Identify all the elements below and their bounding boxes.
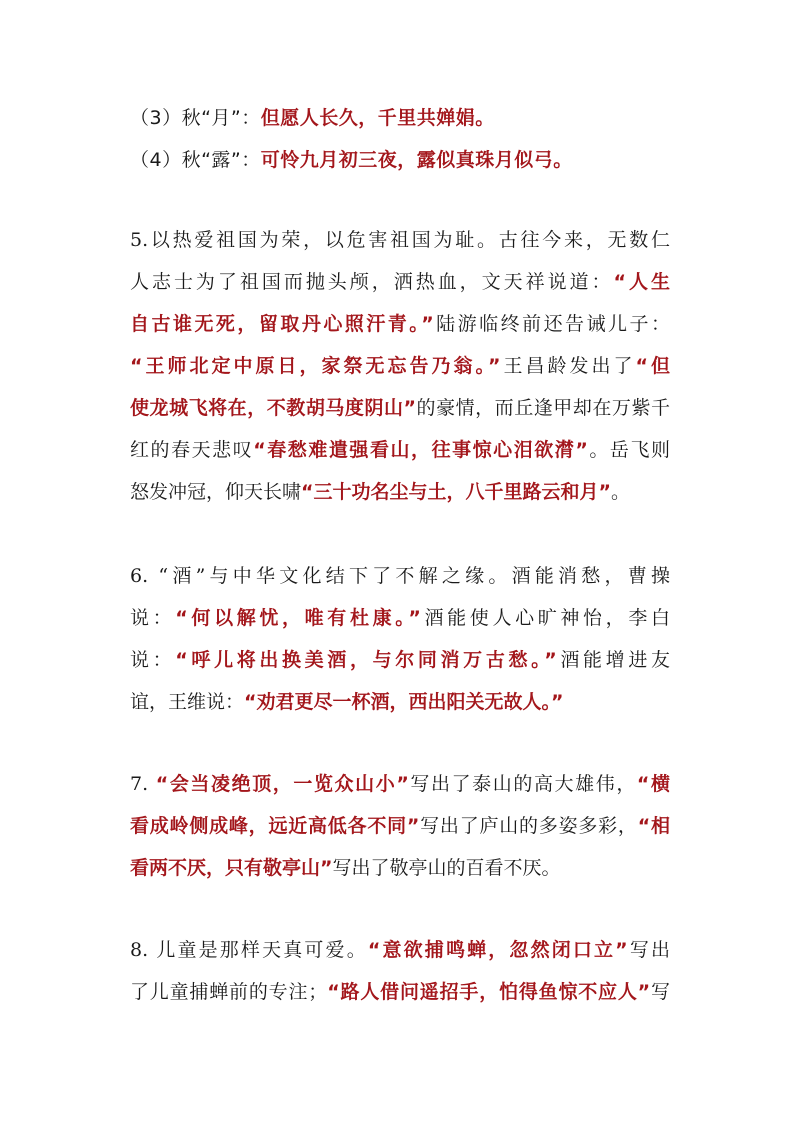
body-text: 7.: [130, 773, 156, 795]
quoted-verse: “王师北定中原日，家祭无忘告乃翁。”: [130, 355, 501, 377]
body-text: （4）秋“露”：: [130, 149, 261, 171]
heading-line: [130, 146, 573, 174]
paragraph-line: [130, 352, 670, 380]
body-text: 王昌龄发出了: [500, 355, 636, 377]
body-text: 5.以热爱祖国为荣，以危害祖国为耻。古往今来，无数仁: [130, 229, 670, 251]
body-text: 6. “酒”与中华文化结下了不解之缘。酒能消愁，曹操: [130, 565, 670, 587]
quoted-verse: “但: [635, 355, 670, 377]
quoted-verse: “劝君更尽一杯酒，西出阳关无故人。”: [244, 691, 564, 713]
body-text: 人志士为了祖国而抛头颅，洒热血，文天祥说道：: [130, 271, 614, 293]
paragraph-line: [130, 936, 670, 964]
quoted-verse: 使龙城飞将在，不教胡马度阴山”: [130, 397, 416, 419]
body-text: 怒发冲冠，仰天长啸: [130, 481, 302, 503]
quoted-verse: “意欲捕鸣蝉，忽然闭口立”: [367, 939, 628, 961]
body-text: 8. 儿童是那样天真可爱。: [130, 939, 368, 961]
quoted-verse: “三十功名尘与土，八千里路云和月”: [301, 481, 611, 503]
quoted-verse: “呼儿将出换美酒，与尔同消万古愁。”: [175, 649, 557, 671]
paragraph-line: [130, 854, 670, 882]
body-text: 说：: [130, 607, 176, 629]
paragraph-line: [130, 978, 670, 1006]
quoted-verse: “人生: [613, 271, 670, 293]
body-text: 。岳飞则: [587, 439, 670, 461]
quoted-verse: “相: [637, 815, 670, 837]
body-text: 。: [611, 481, 631, 503]
body-text: 写出了庐山的多姿多彩，: [419, 815, 638, 837]
paragraph-line: [130, 646, 670, 674]
paragraph-line: [130, 770, 670, 798]
body-text: 写: [650, 981, 670, 1003]
paragraph-line: [130, 394, 670, 422]
paragraph-line: [130, 812, 670, 840]
paragraph-line: [130, 604, 670, 632]
body-text: （3）秋“月”：: [130, 107, 261, 129]
body-text: 写出了敬亭山的百看不厌。: [332, 857, 561, 879]
body-text: 酒能使人心旷神怡，李白: [420, 607, 670, 629]
quoted-verse: “何以解忧，唯有杜康。”: [175, 607, 421, 629]
body-text: 的豪情，而丘逢甲却在万紫千: [416, 397, 670, 419]
paragraph-line: [130, 562, 670, 590]
body-text: 说：: [130, 649, 176, 671]
quoted-verse: 看成岭侧成峰，远近高低各不同”: [130, 815, 420, 837]
heading-line: [130, 104, 495, 132]
body-text: 了儿童捕蝉前的专注；: [130, 981, 328, 1003]
quoted-verse: “横: [636, 773, 670, 795]
quoted-verse: “会当凌绝顶，一览众山小”: [155, 773, 409, 795]
body-text: 红的春天悲叹: [130, 439, 254, 461]
quoted-verse: “路人借问遥招手，怕得鱼惊不应人”: [327, 981, 651, 1003]
quoted-verse: 自古谁无死，留取丹心照汗青。”: [130, 313, 434, 335]
quoted-verse: 看两不厌，只有敬亭山”: [130, 857, 333, 879]
paragraph-line: [130, 226, 670, 254]
body-text: 陆游临终前还告诫儿子：: [433, 313, 670, 335]
paragraph-line: [130, 478, 670, 506]
body-text: 写出了泰山的高大雄伟，: [408, 773, 637, 795]
paragraph-line: [130, 436, 670, 464]
body-text: 写出: [627, 939, 670, 961]
quoted-verse: 但愿人长久，千里共婵娟。: [260, 107, 495, 129]
paragraph-line: [130, 310, 670, 338]
body-text: 酒能增进友: [556, 649, 670, 671]
body-text: 谊，王维说：: [130, 691, 245, 713]
paragraph-line: [130, 268, 670, 296]
paragraph-line: [130, 688, 670, 716]
quoted-verse: “春愁难遣强看山，往事惊心泪欲潸”: [253, 439, 588, 461]
quoted-verse: 可怜九月初三夜，露似真珠月似弓。: [260, 149, 573, 171]
